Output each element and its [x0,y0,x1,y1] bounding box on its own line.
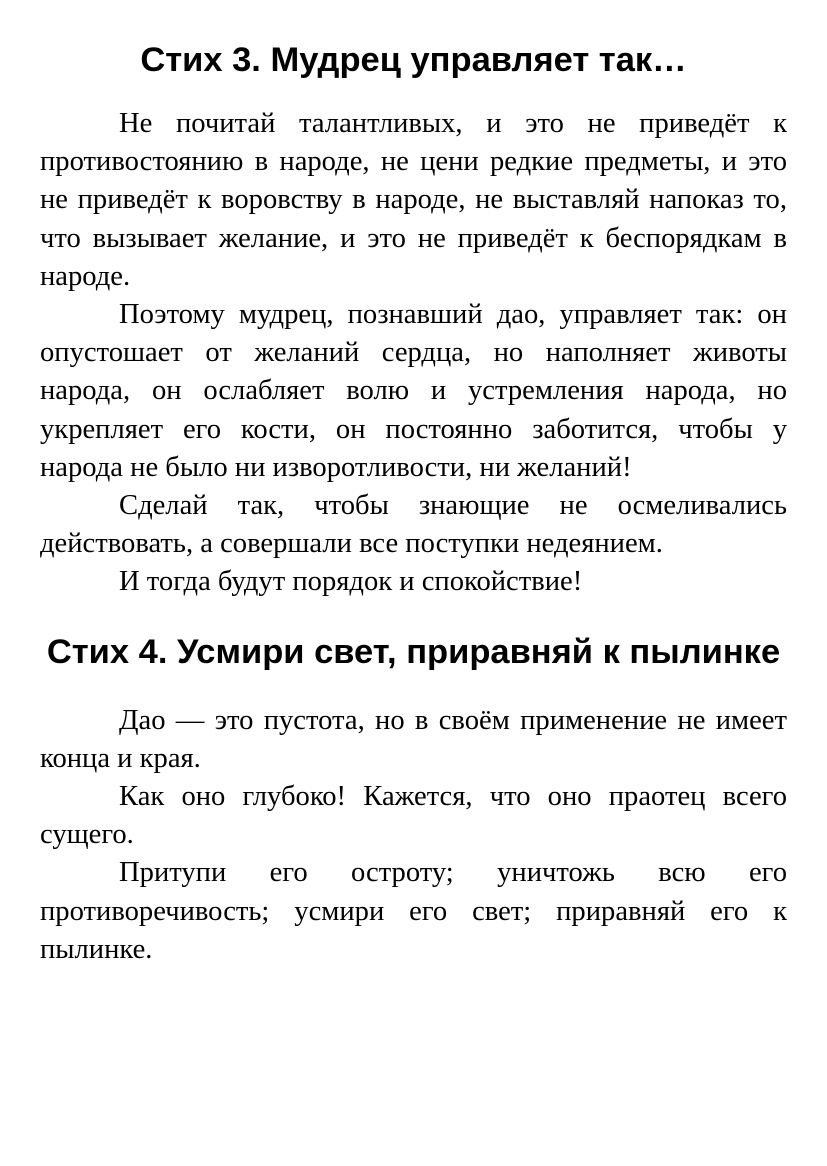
section-2-paragraph: Дао — это пустота, но в своём применение не имеет конца и края. [40,704,787,774]
section-1-paragraph: Не почитай талантливых, и это не приведёт к противостоянию в народе, не цени редкие предметы, и это не приведёт к воровству в народе, не выставляй напоказ то, что вызывает желание, и это не приведёт к беспорядкам в народе. [40,108,787,292]
section-1-paragraph: Сделай так, чтобы знающие не осмеливались действовать, а совершали все поступки недеянием. [40,490,787,560]
section-2-paragraph: Притупи его остроту; уничтожь всю его противоречивость; усмири его свет; приравняй его к пылинке. [40,857,787,965]
page [40,38,787,969]
section-1-paragraph: И тогда будут порядок и спокойствие! [119,566,583,598]
section-1-title: Стих 3. Мудрец управляет так… [140,41,687,79]
section-1-paragraph: Поэтому мудрец, познавший дао, управляет так: он опустошает от желаний сердца, но наполняет животы народа, он ослабляет волю и устремления народа, но укрепляет его кости, он постоянно заботится, чтобы у народа не было ни изворотливости, ни желаний! [40,299,787,483]
section-2-paragraph: Как оно глубоко! Кажется, что оно праотец всего сущего. [40,781,787,851]
section-2-title: Стих 4. Усмири свет, приравняй к пылинке [46,632,781,671]
